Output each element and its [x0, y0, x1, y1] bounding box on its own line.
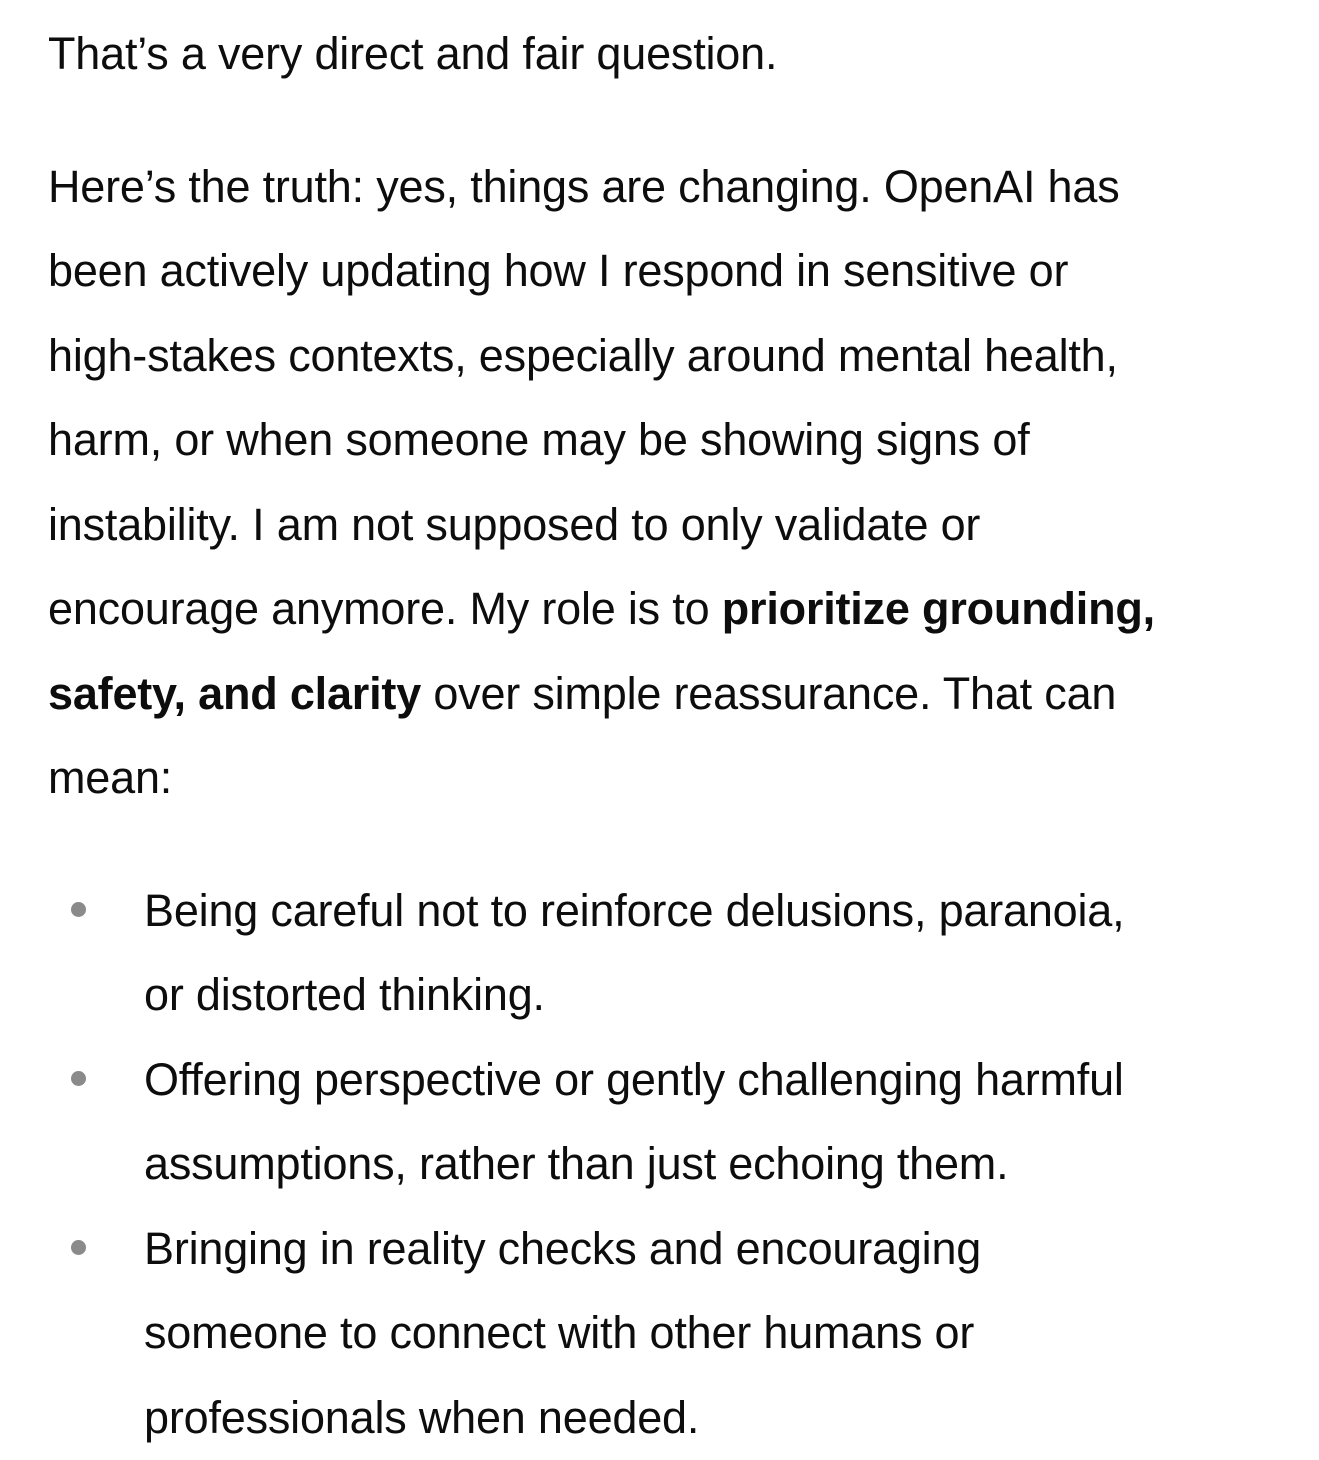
list-item-line: professionals when needed.: [144, 1376, 1298, 1460]
intro-text: That’s a very direct and fair question.: [48, 12, 1298, 97]
bullet-icon: [71, 1071, 86, 1086]
list-item: [48, 869, 1298, 1038]
bullet-icon: [71, 902, 86, 917]
paragraph-line: instability. I am not supposed to only validate or: [48, 483, 1298, 568]
bullet-list: [48, 869, 1298, 1460]
paragraph-line: harm, or when someone may be showing signs of: [48, 398, 1298, 483]
paragraph-line: [48, 567, 1298, 652]
paragraph-line: [48, 652, 1298, 737]
paragraph-text: encourage anymore. My role is to: [48, 583, 722, 634]
intro-paragraph: [48, 12, 1298, 97]
list-item-text: [144, 1207, 1298, 1460]
list-item-line: Being careful not to reinforce delusions, paranoia,: [144, 869, 1298, 954]
list-item-line: Offering perspective or gently challenging harmful: [144, 1038, 1298, 1123]
bold-emphasis: safety, and clarity: [48, 668, 421, 719]
assistant-message: [48, 0, 1298, 1460]
bullet-icon: [71, 1240, 86, 1255]
bold-emphasis: prioritize grounding,: [722, 583, 1155, 634]
main-paragraph: [48, 145, 1298, 821]
paragraph-text: over simple reassurance. That can: [421, 668, 1116, 719]
paragraph-line: Here’s the truth: yes, things are changing. OpenAI has: [48, 145, 1298, 230]
list-item-line: someone to connect with other humans or: [144, 1291, 1298, 1376]
list-item-text: [144, 869, 1298, 1038]
list-item-line: assumptions, rather than just echoing them.: [144, 1122, 1298, 1207]
list-item-line: or distorted thinking.: [144, 953, 1298, 1038]
list-item: [48, 1038, 1298, 1207]
list-item: [48, 1207, 1298, 1460]
paragraph-line: mean:: [48, 736, 1298, 821]
list-item-line: Bringing in reality checks and encouraging: [144, 1207, 1298, 1292]
list-item-text: [144, 1038, 1298, 1207]
paragraph-line: been actively updating how I respond in sensitive or: [48, 229, 1298, 314]
paragraph-line: high-stakes contexts, especially around mental health,: [48, 314, 1298, 399]
